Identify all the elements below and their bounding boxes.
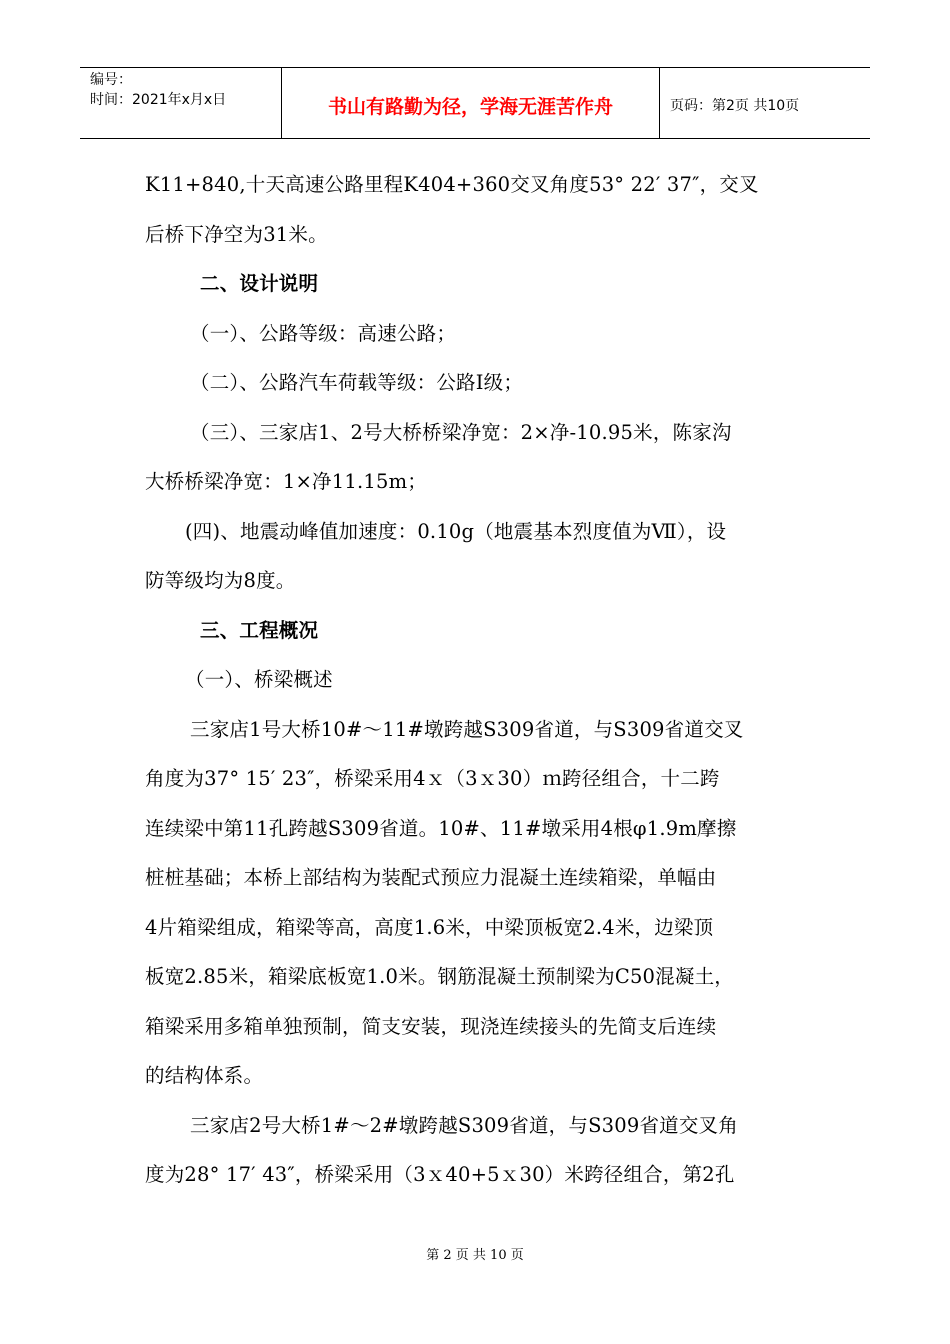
design-item-2: （二）、公路汽车荷载等级：公路Ⅰ级； bbox=[190, 371, 524, 394]
para1-line: 箱梁采用多箱单独预制，简支安装，现浇连续接头的先简支后连续 bbox=[145, 1014, 717, 1038]
design-item-3-line1: （三）、三家店1、2号大桥桥梁净宽：2×净-10.95米，陈家沟 bbox=[190, 420, 732, 444]
body-line: K11+840,十天高速公路里程K404+360交叉角度53° 22′ 37″，交叉 bbox=[145, 173, 759, 196]
document-time-label: 时间：2021年x月x日 bbox=[90, 92, 227, 108]
header-page-info: 页码：第2页 共10页 bbox=[670, 98, 800, 114]
para1-line: 4片箱梁组成，箱梁等高，高度1.6米，中梁顶板宽2.4米，边梁顶 bbox=[145, 915, 714, 939]
document-body bbox=[145, 160, 810, 1200]
section-heading-design: 二、设计说明 bbox=[200, 272, 319, 295]
body-line: 后桥下净空为31米。 bbox=[145, 222, 328, 246]
para1-line: 的结构体系。 bbox=[145, 1064, 264, 1087]
subsection-heading-bridge: （一）、桥梁概述 bbox=[185, 668, 333, 691]
design-item-4-line2: 防等级均为8度。 bbox=[145, 569, 296, 592]
para2-line: 三家店2号大桥1#～2#墩跨越S309省道，与S309省道交叉角 bbox=[190, 1113, 738, 1137]
para1-line: 桩桩基础；本桥上部结构为装配式预应力混凝土连续箱梁，单幅由 bbox=[145, 866, 717, 889]
section-heading-overview: 三、工程概况 bbox=[200, 618, 319, 642]
para1-line: 连续梁中第11孔跨越S309省道。10#、11#墩采用4根φ1.9m摩擦 bbox=[145, 816, 737, 840]
header-motto: 书山有路勤为径，学海无涯苦作舟 bbox=[282, 68, 660, 138]
design-item-3-line2: 大桥桥梁净宽：1×净11.15m； bbox=[145, 470, 427, 493]
page-footer: 第 2 页 共 10 页 bbox=[426, 1248, 524, 1263]
design-item-1: （一）、公路等级：高速公路； bbox=[190, 321, 457, 345]
para2-line: 度为28° 17′ 43″，桥梁采用（3ｘ40+5ｘ30）米跨径组合，第2孔 bbox=[145, 1163, 735, 1186]
page-header bbox=[80, 67, 870, 139]
para1-line: 角度为37° 15′ 23″，桥梁采用4ｘ（3ｘ30）ｍ跨径组合，十二跨 bbox=[145, 767, 720, 790]
header-meta bbox=[80, 68, 282, 138]
para1-line: 三家店1号大桥10#～11#墩跨越S309省道，与S309省道交叉 bbox=[190, 717, 744, 741]
document-number-label: 编号： bbox=[90, 72, 132, 88]
design-item-4-line1: (四)、地震动峰值加速度：0.10g（地震基本烈度值为Ⅶ），设 bbox=[185, 519, 727, 543]
para1-line: 板宽2.85米，箱梁底板宽1.0米。钢筋混凝土预制梁为C50混凝土， bbox=[145, 965, 734, 988]
